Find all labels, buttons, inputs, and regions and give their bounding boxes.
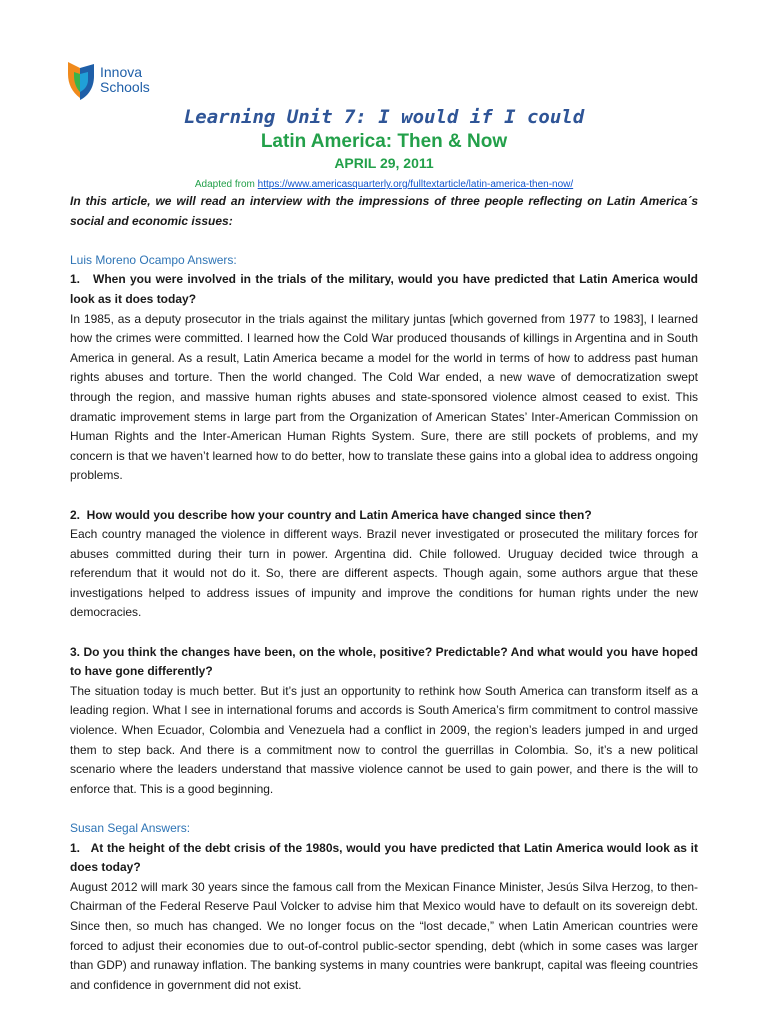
question-1: 1. When you were involved in the trials of the military, would you have predicted that Latin America would look as it does today?: [70, 272, 698, 306]
answer-1: In 1985, as a deputy prosecutor in the trials against the military juntas [which governed from 1977 to 1983], I learned how the crimes were committed. I learned how the Cold War produced thousands of killings in Argentina and in South America in general. As a result, Latin America became a model for the world in terms of how to address past human rights abuses and torture. Then the world changed. The Cold War ended, a new wave of democratization swept through the region, and massive human rights abuses and state-sponsored violence almost ceased to exist. This dramatic improvement stems in large part from the Organization of American States’ Inter-American Commission on Human Rights and the Inter-American Human Rights System. Sure, there are still pockets of problems, and my concern is that we haven’t learned how to do better, how to translate these gains into a global idea to address ongoing problems.: [70, 311, 698, 483]
source-link[interactable]: https://www.americasquarterly.org/fulltextarticle/latin-america-then-now/: [257, 179, 574, 190]
answer-3: The situation today is much better. But it’s just an opportunity to rethink how South America can transform itself as a leading region. What I see in international forums and accords is South America’s firm commitment to control massive violence. When Ecuador, Colombia and Venezuela had a conflict in 2009, the region’s leaders jumped in and urged them to step back. And there is a commitment now to control the guerrillas in Colombia. So, it’s a new political scenario where the leaders understand that massive violence cannot be used to gain power, and there is the will to enforce that. This is a good beginning.: [70, 683, 698, 796]
logo-text: [100, 65, 150, 95]
article-date: APRIL 29, 2011: [334, 155, 434, 171]
question-3: 3. Do you think the changes have been, on the whole, positive? Predictable? And what would you have hoped to have gone differently?: [70, 644, 698, 679]
source-line: [0, 179, 768, 190]
answerer-heading-ocampo: Luis Moreno Ocampo Answers:: [70, 252, 237, 267]
answer-2: Each country managed the violence in different ways. Brazil never investigated or prosecuted the military forces for abuses committed during their turn in power. Argentina did. Chile followed. Uruguay decided twice through a referendum that it would not do it. So, there are different aspects. Though again, some authors argue that these investigations helped to address issues of impunity and improve the conditions for human rights under the new democracies.: [70, 527, 698, 620]
question-2: 2. How would you describe how your country and Latin America have changed since then?: [70, 507, 592, 522]
innova-schools-logo: [66, 58, 150, 102]
answerer-heading-segal: Susan Segal Answers:: [70, 821, 191, 835]
page-title: Learning Unit 7: I would if I could: [183, 106, 585, 128]
logo-line2: Schools: [100, 79, 150, 95]
logo-line1: Innova: [100, 64, 143, 80]
source-prefix: Adapted from: [194, 179, 258, 190]
intro-paragraph: In this article, we will read an interview with the impressions of three people reflecting on Latin America´s social and economic issues:: [70, 194, 698, 228]
segal-question-1: 1. At the height of the debt crisis of the 1980s, would you have predicted that Latin America would look as it does today?: [70, 840, 698, 875]
article-body: [70, 192, 698, 995]
article-title: Latin America: Then & Now: [260, 131, 508, 152]
innova-logo-icon: [66, 58, 96, 102]
segal-answer-1: August 2012 will mark 30 years since the famous call from the Mexican Finance Minister, Jesús Silva Herzog, to then-Chairman of the Federal Reserve Paul Volcker to advise him that Mexico would have to default on its sovereign debt. Since then, so much has changed. We no longer focus on the “lost decade,” when Latin American countries were forced to adjust their economies due to out-of-control public-sector spending, debt (which in some cases was larger than GDP) and runaway inflation. The banking systems in many countries were bankrupt, capital was fleeing countries and confidence in government did not exist.: [70, 879, 698, 992]
